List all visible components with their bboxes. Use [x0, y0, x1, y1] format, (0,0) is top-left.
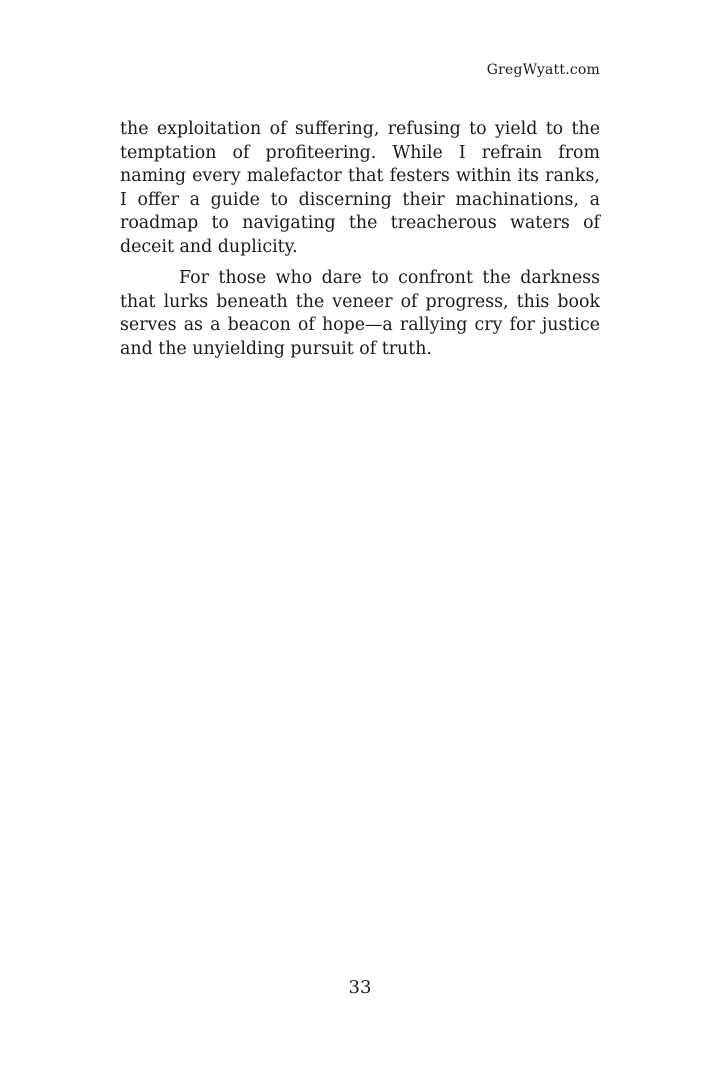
running-header: GregWyatt.com: [486, 62, 600, 78]
paragraph: the exploitation of suffering, refusing to yield to the temptation of profiteering. While I refrain from naming every malefactor that festers within its ranks, I offer a guide to discerning their machinations, a roadmap to navigating the treacherous waters of deceit and duplicity.: [120, 119, 600, 257]
paragraph: For those who dare to confront the darkness that lurks beneath the veneer of progress, this book serves as a beacon of hope—a rallying cry for justice and the unyielding pursuit of truth.: [120, 268, 600, 359]
page-number: 33: [348, 977, 372, 998]
body-text: [120, 118, 600, 369]
